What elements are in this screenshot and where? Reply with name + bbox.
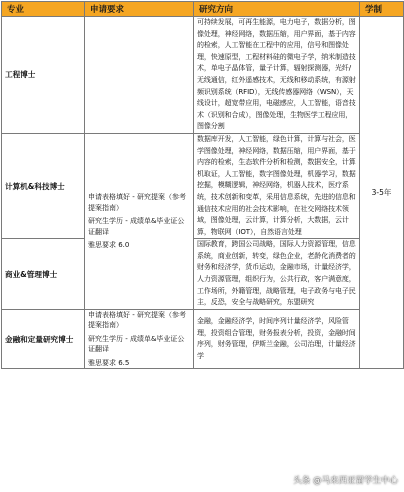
major-name: 工程博士 [2, 17, 85, 134]
program-table [1, 1, 404, 369]
major-name: 计算机&科技博士 [2, 133, 85, 238]
requirement-transcript: 研究生学历 - 成绩单&毕业证公证翻译 [88, 334, 185, 354]
duration-cell: 3-5年 [360, 17, 404, 369]
header-requirements: 申请要求 [85, 2, 194, 17]
watermark-text: 头条 @马来西亚留学生中心 [293, 476, 398, 486]
research-cell: 可持续发展，可再生能源，电力电子，数据分析，图像处理，神经网络，数据压缩，用户界面，基于内容的检索，人工智能在工程中的应用，信号和图像处理，快速原型，工程材料硅的微电子学，纳米制造技术，单电子晶体管，量子计算，辐射探测器，光纤/无线通信，红外遥感技术，无线和移动系统，有源射频识别系统（RFID），无线传感器网络（WSN），天线设计，超宽带应用，电磁感应，人工智能，语音技术（识别和合成），图像处理，生物医学工程应用，图像分割 [194, 17, 360, 134]
requirements-cell [85, 17, 194, 134]
table-row [2, 239, 404, 310]
requirements-cell [85, 133, 194, 309]
requirement-application: 申请表格填好 - 研究提案（参考提案指南） [88, 193, 186, 212]
toutiao-logo-icon [278, 473, 290, 488]
watermark [278, 472, 398, 488]
requirement-application: 申请表格填好 - 研究提案（参考提案指南） [88, 310, 186, 330]
research-cell: 金融，金融经济学，时间序列计量经济学，风险管理，投资组合管理，财务报表分析，投资，金融时间序列，财务管理，伊斯兰金融，公司治理，计量经济学 [194, 309, 360, 369]
major-name: 金融和定量研究博士 [2, 309, 85, 369]
table-row [2, 17, 404, 134]
major-name: 商业&管理博士 [2, 239, 85, 310]
header-research: 研究方向 [194, 2, 360, 17]
research-cell: 国际教育，跨国公司战略，国际人力资源管理，信息系统，商业创新，转变，绿色企业，老龄化消费者的财务和经济学，货币运动，金融市场，计量经济学，人力资源管理，组织行为，公共行政，客户满意度，工作场所，外籍管理，战略管理，电子政务与电子民主，反恐，安全与战略研究，东盟研究 [194, 239, 360, 310]
table-row [2, 309, 404, 369]
research-cell: 数据库开发，人工智能，绿色计算，计算与社会，医学图像处理，神经网络，数据压缩，用户界面，基于内容的检索，生态软件分析和检测，数据安全，计算机取证，人工智能，数字图像处理，机器学习，数据挖掘，模糊逻辑，神经网络，机器人技术，医疗系统，技术创新和变革，采用信息系统，先进的信息和通信技术应用的社会技术影响，在社交网络技术领域，图像处理，云计算，计算分析，大数据，云计算，物联网（IOT），自然语言处理 [194, 133, 360, 238]
header-major: 专业 [2, 2, 85, 17]
table-header-row [2, 2, 404, 17]
table-row [2, 133, 404, 238]
requirement-transcript: 研究生学历 - 成绩单&毕业证公证翻译 [88, 217, 185, 236]
requirement-ielts: 雅思要求 6.0 [88, 241, 130, 250]
requirement-ielts: 雅思要求 6.5 [88, 358, 130, 367]
header-duration: 学制 [360, 2, 404, 17]
requirements-cell [85, 309, 194, 369]
